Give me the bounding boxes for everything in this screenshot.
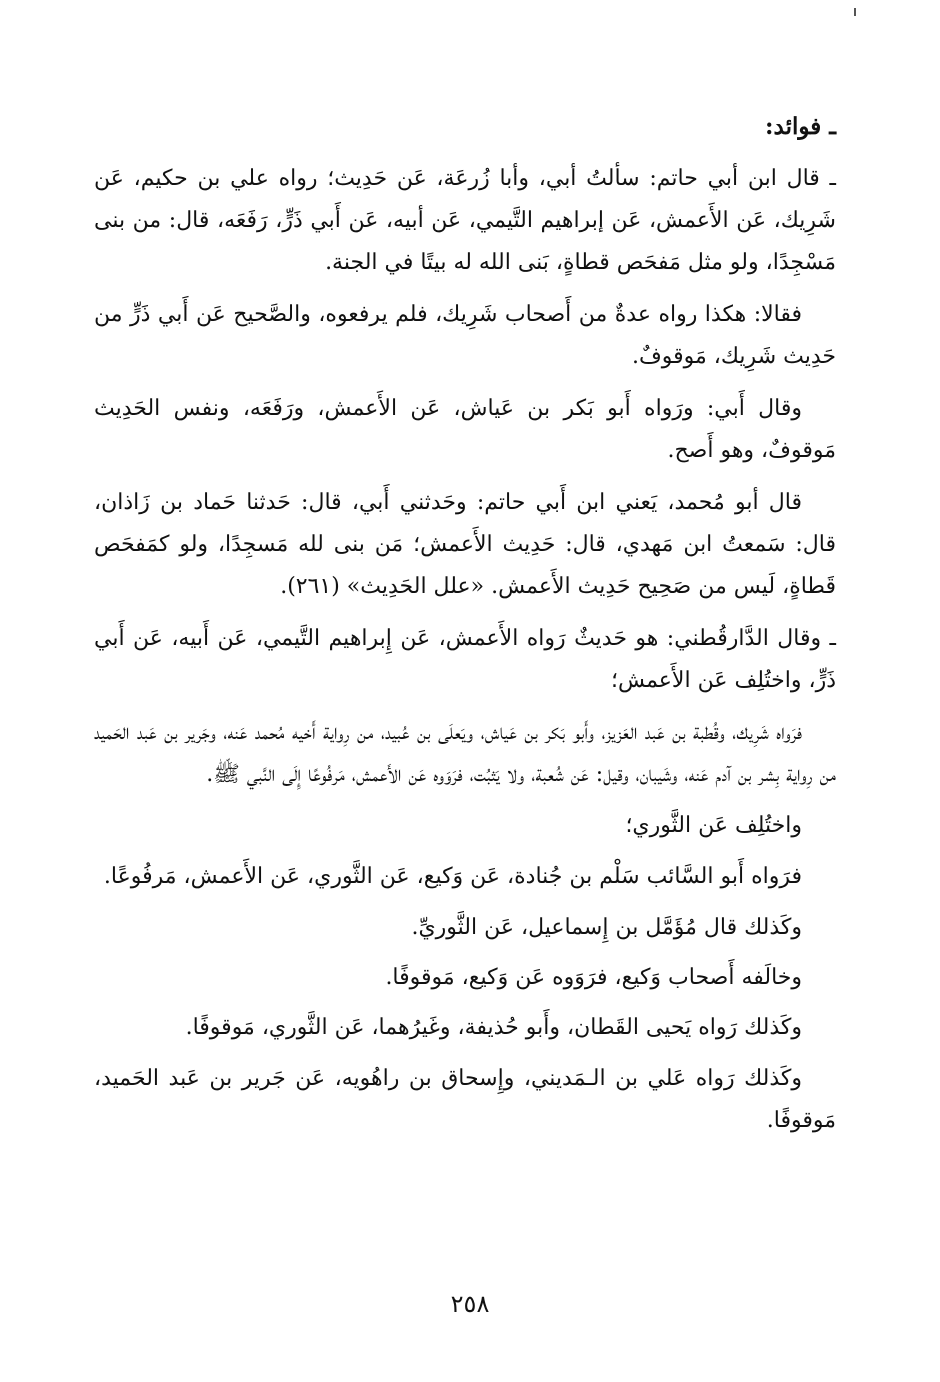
- paragraph-ibn-abi-hatim-question: ـ قال ابن أبي حاتم: سألتُ أبي، وأبا زُرعَة، عَن حَدِيث؛ رواه علي بن حكيم، عَن شَرِيك، عَن الأَعمش، عَن إبراهيم التَّيمي، عَن أبيه، عَن أَبي ذَرٍّ، رَفَعَه، قال: من بنى مَسْجِدًا، ولو مثل مَفحَص قطاةٍ، بَنى الله له بيتًا في الجنة.: [94, 166, 836, 275]
- paragraph-narrators-marfu: فرَواه شَرِيك، وقُطبة بن عَبد العَزيز، وأَبو بَكر بن عَياش، ويَعلَى بن عُبيد، من رِواية أَخيه مُحمد عَنه، وجَرير بن عَبد الحَميد من رِواية بِشر بن آدم عَنه، وشَيبان، وقيل: عَن شُعبة، ولا يَثبُت، فرَوَوه عَن الأَعمش، مَرفُوعًا إِلَى النَّبي ﷺ.: [94, 720, 836, 787]
- page-number: ٢٥٨: [450, 1290, 490, 1318]
- paragraph-abu-hatim-abu-zura-answer: فقالا: هكذا رواه عدةٌ من أَصحاب شَرِيك، فلم يرفعوه، والصَّحيح عَن أَبي ذَرٍّ من حَدِيث شَرِيك، مَوقوفٌ.: [94, 302, 836, 369]
- paragraph-yahya-qattan: وكَذلك رَواه يَحيى القَطان، وأَبو حُذيفة، وغَيرُهما، عَن الثَّوري، مَوقوفًا.: [185, 1015, 802, 1040]
- paragraph-abu-al-saib: فرَواه أَبو السَّائب سَلْم بن جُنادة، عَن وَكيع، عَن الثَّوري، عَن الأَعمش، مَرفُوعًا.: [103, 864, 802, 889]
- section-heading: ـ فوائد:: [765, 113, 836, 140]
- paragraph-ali-ibn-madini: وكَذلك رَواه عَلي بن الـمَديني، وإِسحاق بن راهُويه، عَن جَرير بن عَبد الحَميد، مَوقوفًا.: [94, 1066, 836, 1133]
- document-page: [94, 112, 836, 1152]
- paragraph-abi-comment: وقال أَبي: ورَواه أَبو بَكر بن عَياش، عَن الأَعمش، ورَفَعَه، ونفس الحَدِيث مَوقوفٌ، وهو أَصح.: [94, 396, 836, 463]
- paragraph-waki-companions: وخالَفه أَصحاب وَكيع، فرَوَوه عَن وَكيع، مَوقوفًا.: [385, 965, 802, 990]
- paragraph-abu-muhammad: قال أبو مُحمد، يَعني ابن أَبي حاتم: وحَدثني أَبي، قال: حَدثنا حَماد بن زَاذان، قال: سَمعتُ ابن مَهدي، قال: حَدِيث الأَعمش؛ مَن بنى لله مَسجِدًا، ولو كمَفحَص قَطاةٍ، لَيس من صَحِيح حَدِيث الأَعمش. «علل الحَدِيث» (٢٦١).: [94, 490, 836, 599]
- scan-corner-mark: [854, 8, 856, 16]
- paragraph-muammal: وكَذلك قال مُؤَمَّل بن إِسماعيل، عَن الثَّوريِّ.: [411, 915, 802, 940]
- paragraph-daraqutni: ـ وقال الدَّارقُطني: هو حَديثٌ رَواه الأَعمش، عَن إِبراهيم التَّيمي، عَن أَبيه، عَن أَبي ذَرٍّ، واختُلِف عَن الأَعمش؛: [94, 626, 836, 693]
- paragraph-thawri-difference: واختُلِف عَن الثَّوري؛: [625, 813, 802, 838]
